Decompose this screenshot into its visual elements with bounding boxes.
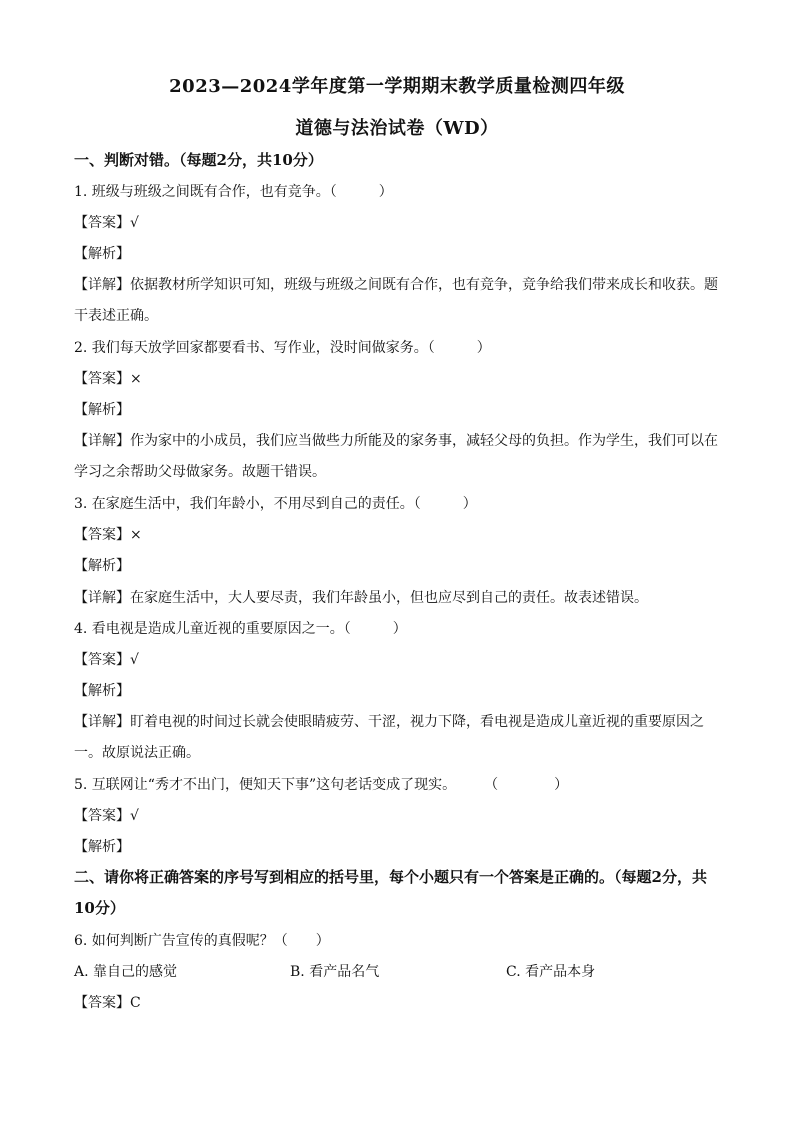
q2-detail: 【详解】作为家中的小成员，我们应当做些力所能及的家务事，减轻父母的负担。作为学生，我们可以在学习之余帮助父母做家务。故题干错误。 bbox=[74, 433, 718, 480]
q6-question: 6. 如何判断广告宣传的真假呢？（ ） bbox=[74, 933, 330, 949]
q1-detail: 【详解】依据教材所学知识可知，班级与班级之间既有合作，也有竞争，竞争给我们带来成长和收获。题干表述正确。 bbox=[74, 277, 718, 324]
q1-analysis: 【解析】 bbox=[74, 246, 130, 262]
section2-heading: 二、请你将正确答案的序号写到相应的括号里，每个小题只有一个答案是正确的。（每题2分，共10分） bbox=[74, 868, 707, 917]
q1-question: 1. 班级与班级之间既有合作，也有竞争。（ ） bbox=[74, 184, 393, 200]
q6-option-b: B. 看产品名气 bbox=[290, 964, 380, 980]
exam-subtitle: 道德与法治试卷（WD） bbox=[295, 118, 499, 139]
q4-detail: 【详解】盯着电视的时间过长就会使眼睛疲劳、干涩，视力下降，看电视是造成儿童近视的重要原因之一。故原说法正确。 bbox=[74, 714, 704, 761]
q5-answer: 【答案】√ bbox=[74, 808, 139, 824]
q3-detail: 【详解】在家庭生活中，大人要尽责，我们年龄虽小，但也应尽到自己的责任。故表述错误。 bbox=[74, 590, 648, 606]
q3-answer: 【答案】× bbox=[74, 527, 142, 543]
q2-answer: 【答案】× bbox=[74, 371, 142, 387]
q6-option-a: A. 靠自己的感觉 bbox=[74, 964, 178, 980]
q2-analysis: 【解析】 bbox=[74, 402, 130, 418]
q1-answer: 【答案】√ bbox=[74, 215, 139, 231]
q4-answer: 【答案】√ bbox=[74, 652, 139, 668]
q5-question: 5. 互联网让“秀才不出门，便知天下事”这句老话变成了现实。 （ ） bbox=[74, 777, 569, 793]
section1-heading: 一、判断对错。（每题2分，共10分） bbox=[74, 151, 323, 169]
q5-analysis: 【解析】 bbox=[74, 839, 130, 855]
q2-question: 2. 我们每天放学回家都要看书、写作业，没时间做家务。（ ） bbox=[74, 340, 491, 356]
exam-title: 2023—2024学年度第一学期期末教学质量检测四年级 bbox=[169, 76, 625, 97]
q6-option-c: C. 看产品本身 bbox=[506, 964, 596, 980]
q4-analysis: 【解析】 bbox=[74, 683, 130, 699]
q6-answer: 【答案】C bbox=[74, 995, 141, 1011]
q3-analysis: 【解析】 bbox=[74, 558, 130, 574]
q4-question: 4. 看电视是造成儿童近视的重要原因之一。（ ） bbox=[74, 621, 407, 637]
q3-question: 3. 在家庭生活中，我们年龄小，不用尽到自己的责任。（ ） bbox=[74, 496, 477, 512]
